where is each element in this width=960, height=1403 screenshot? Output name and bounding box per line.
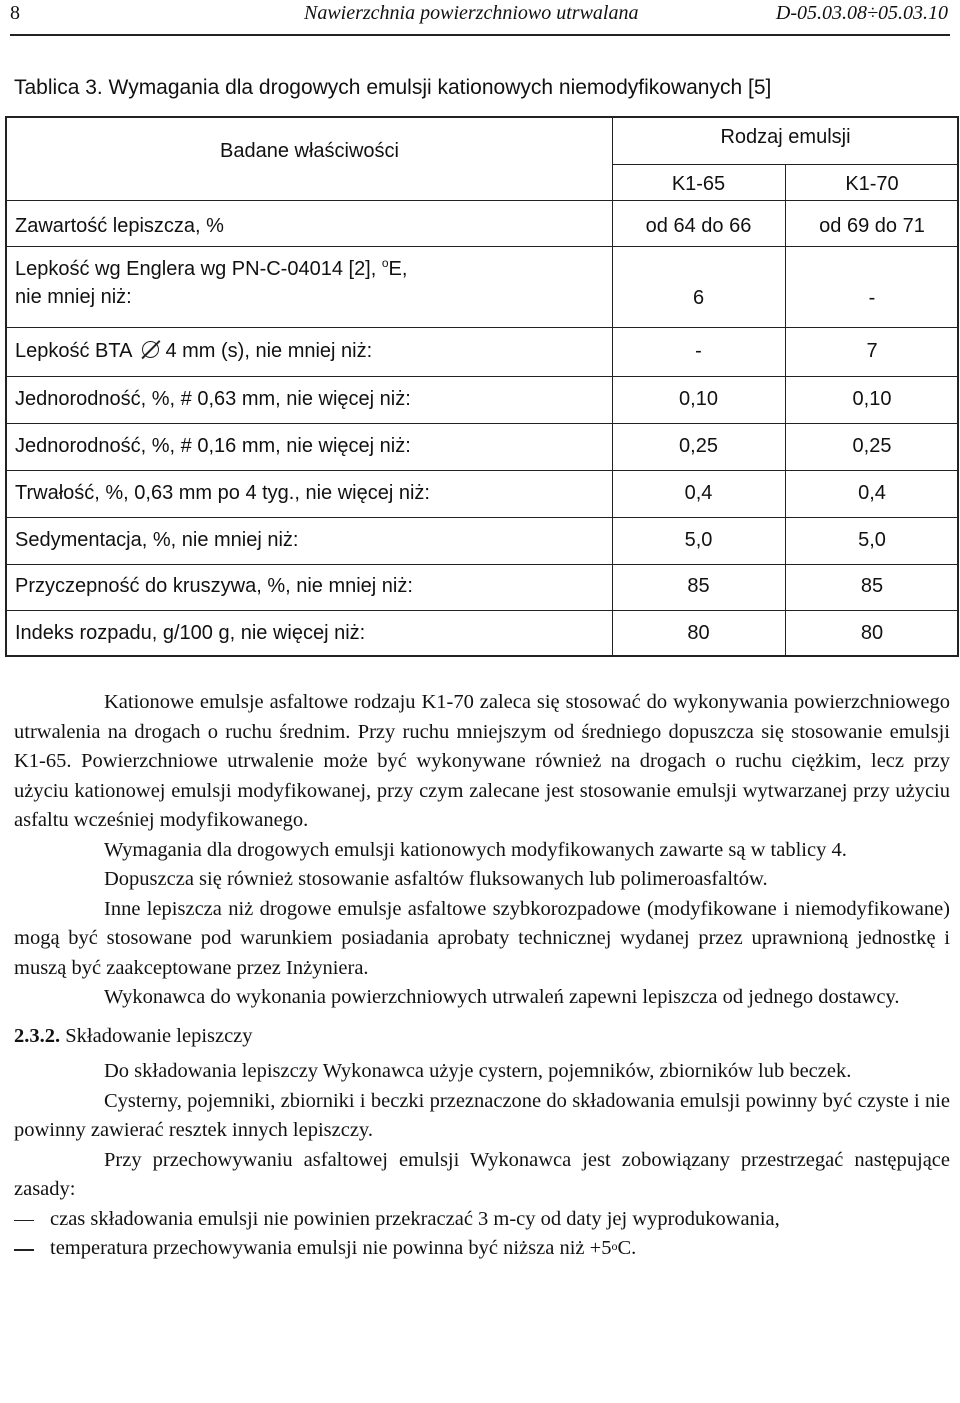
row-value-k1-70: 85: [860, 575, 884, 597]
paragraph: Cysterny, pojemniki, zbiorniki i beczki przeznaczone do składowania emulsji powinny być czyste i nie powinny zawierać resztek innych lepiszczy.: [14, 1089, 950, 1141]
row-prop: Zawartość lepiszcza, %: [15, 215, 224, 237]
row-value-k1-70: -: [868, 287, 876, 309]
row-value-k1-70: 0,4: [858, 482, 886, 504]
table-row-divider: [7, 200, 957, 201]
dash-bullet-icon: [14, 1249, 34, 1251]
table-row-divider: [7, 376, 957, 377]
table-row-divider: [7, 610, 957, 611]
row-prop: Indeks rozpadu, g/100 g, nie więcej niż:: [15, 622, 366, 644]
row-prop-continued: nie mniej niż:: [15, 286, 132, 308]
requirements-table: [5, 116, 959, 657]
document-title: Nawierzchnia powierzchniowo utrwalana: [304, 2, 639, 24]
row-prop: Trwałość, %, 0,63 mm po 4 tyg., nie więcej niż:: [15, 482, 430, 504]
paragraph: Kationowe emulsje asfaltowe rodzaju K1-70 zaleca się stosować do wykonywania powierzchniowego utrwalenia na drogach o ruchu średnim. Przy ruchu mniejszym od średniego dopuszcza się stosowanie emulsji K1-65. Powierzchniowe utrwalenie może być wykonywane również na drogach o ruchu ciężkim, lecz przy użyciu kationowej emulsji modyfikowanej, przy czym zalecane jest stosowanie emulsji wytwarzanej przy użyciu asfaltu wcześniej modyfikowanego.: [14, 691, 950, 831]
page-number: 8: [10, 2, 20, 24]
row-value-k1-65: 0,25: [679, 435, 718, 457]
row-value-k1-65: 80: [687, 622, 710, 644]
table-row-divider: [7, 246, 957, 247]
paragraph: Wymagania dla drogowych emulsji kationowych modyfikowanych zawarte są w tablicy 4.: [104, 838, 847, 861]
list-item: czas składowania emulsji nie powinien przekraczać 3 m-cy od daty jej wyprodukowania,: [14, 1205, 950, 1235]
row-value-k1-70: 0,25: [852, 435, 892, 457]
row-prop: Sedymentacja, %, nie mniej niż:: [15, 529, 299, 551]
row-value-k1-70: 5,0: [858, 529, 886, 551]
paragraph: Do składowania lepiszczy Wykonawca użyje cystern, pojemników, zbiorników lub beczek.: [104, 1060, 852, 1082]
paragraph: Dopuszcza się również stosowanie asfaltów fluksowanych lub polimeroasfaltów.: [104, 868, 768, 890]
row-prop: Lepkość wg Englera wg PN-C-04014 [2], $^o$E,: [15, 256, 408, 280]
page-header: [10, 0, 950, 36]
table-row-divider: [7, 470, 957, 471]
diameter-icon: [142, 341, 159, 358]
row-value-k1-65: 0,10: [679, 388, 718, 410]
row-value-k1-65: 0,4: [684, 482, 713, 504]
table-caption: Tablica 3. Wymagania dla drogowych emulsji kationowych niemodyfikowanych [5]: [14, 76, 772, 99]
list-item: temperatura przechowywania emulsji nie powinna być niższa niż $+5^oC$.: [14, 1234, 950, 1264]
row-value-k1-65: -: [695, 340, 702, 362]
paragraph: Wykonawca do wykonania powierzchniowych utrwaleń zapewni lepiszcza od jednego dostawcy.: [104, 986, 900, 1008]
row-prop: Przyczepność do kruszywa, %, nie mniej niż:: [15, 575, 413, 597]
row-value-k1-70: 0,10: [852, 388, 892, 410]
header-property: Badane właściwości: [220, 140, 399, 162]
section-heading: 2.3.2. Składowanie lepiszczy: [14, 1024, 253, 1047]
paragraph: Inne lepiszcza niż drogowe emulsje asfaltowe szybkorozpadowe (modyfikowane i niemodyfikowane) mogą być stosowane pod warunkiem posiadania aprobaty technicznej wydanej przez uprawnioną jednostkę i muszą być zaakceptowane przez Inżyniera.: [14, 897, 950, 979]
row-value-k1-70: od 69 do 71: [819, 215, 925, 237]
header-k1-65: K1-65: [671, 173, 726, 195]
row-value-k1-70: 80: [860, 622, 884, 644]
row-prop: Lepkość BTA 4 mm (s), nie mniej niż:: [15, 340, 373, 362]
row-value-k1-65: 85: [687, 575, 710, 597]
table-row-divider: [7, 564, 957, 565]
row-value-k1-65: od 64 do 66: [645, 215, 752, 237]
dash-bullet-icon: [14, 1220, 34, 1222]
row-value-k1-70: 7: [866, 340, 878, 362]
table-row-divider: [7, 517, 957, 518]
header-emulsion-type: Rodzaj emulsji: [720, 126, 851, 148]
body-text: [14, 688, 950, 1264]
row-prop: Jednorodność, %, # 0,16 mm, nie więcej niż:: [15, 435, 411, 457]
table-header-divider: [612, 164, 957, 165]
table-row-divider: [7, 327, 957, 328]
document-code: D-05.03.08÷05.03.10: [775, 2, 948, 24]
row-value-k1-65: 6: [692, 287, 705, 309]
row-value-k1-65: 5,0: [684, 529, 713, 551]
paragraph: Przy przechowywaniu asfaltowej emulsji Wykonawca jest zobowiązany przestrzegać następujące zasady:: [14, 1148, 950, 1200]
header-k1-70: K1-70: [845, 173, 899, 195]
table-row-divider: [7, 423, 957, 424]
row-prop: Jednorodność, %, # 0,63 mm, nie więcej niż:: [15, 388, 411, 410]
